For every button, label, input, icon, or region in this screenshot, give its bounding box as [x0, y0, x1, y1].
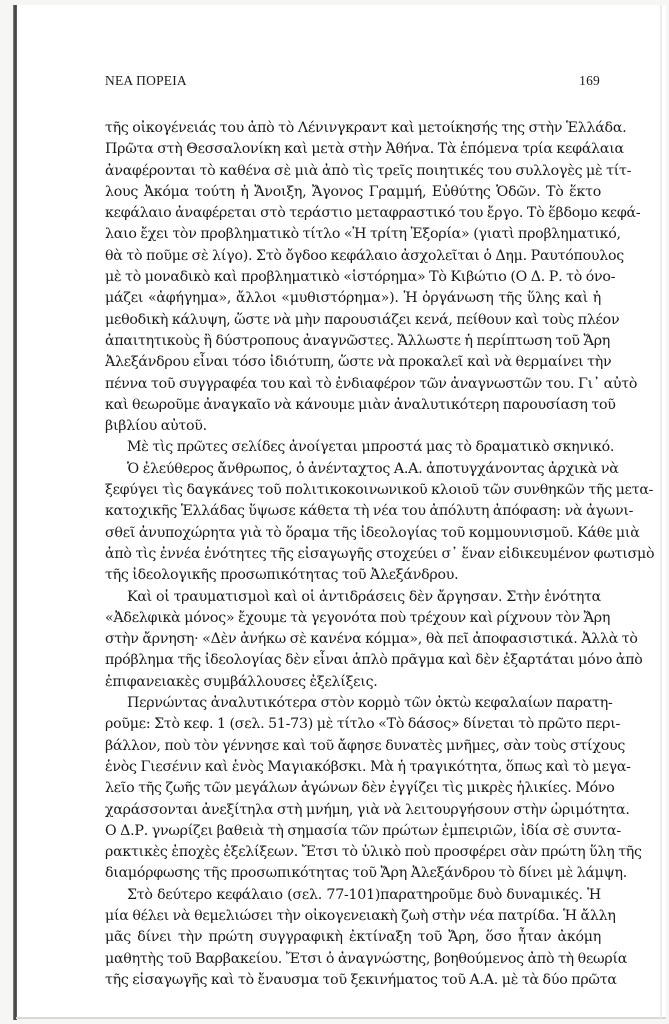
text-line: «Ἀδελφικὰ μόνος» ἔχουμε τὰ γεγονότα ποὺ τρέχουν καὶ ρίχνουν τὸν Ἄρη — [105, 609, 611, 626]
text-line: σθεῖ ἀνυποχώρητα γιὰ τὸ ὅραμα τῆς ἰδεολογίας τοῦ κομμουνισμοῦ. Κάθε μιὰ — [105, 524, 640, 541]
running-header — [105, 73, 600, 93]
body-text — [105, 118, 655, 991]
text-line: Στὸ δεύτερο κεφάλαιο (σελ. 77-101)παρατηροῦμε δυὸ δυναμικές. Ἡ — [127, 886, 601, 903]
text-line: Ὁ ἐλεύθερος ἄνθρωπος, ὁ ἀνένταχτος Α.Α. ἀποτυγχάνοντας ἀρχικὰ νὰ — [127, 460, 619, 477]
text-line: τῆς ἰδεολογικῆς προσωπικότητας τοῦ Ἀλεξάνδρου. — [105, 567, 459, 584]
text-line: Μὲ τὶς πρῶτες σελίδες ἀνοίγεται μπροστά μας τὸ δραματικὸ σκηνικό. — [127, 439, 615, 456]
text-line: Πρῶτα στὴ Θεσσαλονίκη καὶ μετὰ στὴν Ἀθήνα. Τὰ ἑπόμενα τρία κεφάλαια — [105, 141, 624, 158]
text-line: κατοχικῆς Ἑλλάδας ὕψωσε κάθετα τὴ νέα του ἀπόλυτη ἀπόφαση: νὰ ἀγωνι- — [105, 503, 634, 520]
text-line: χαράσσονται ἀνεξίτηλα στὴ μνήμη, γιὰ νὰ λειτουργήσουν στὴν ὡριμότητα. — [105, 801, 630, 818]
text-line: πρόβλημα τῆς ἰδεολογίας δὲν εἶναι ἁπλὸ πρᾶγμα καὶ δὲν ἐξαρτάται μόνο ἀπὸ — [105, 652, 643, 669]
text-line: Περνώντας ἀναλυτικότερα στὸν κορμὸ τῶν ὀκτὼ κεφαλαίων παρατη- — [127, 695, 613, 712]
text-line: μία θέλει νὰ θεμελιώσει τὴν οἰκογενειακὴ ζωὴ στὴν νέα πατρίδα. Ἡ ἄλλη — [105, 907, 616, 924]
running-title: ΝΕΑ ΠΟΡΕΙΑ — [105, 73, 187, 88]
text-line: βάλλον, ποὺ τὸν γέννησε καὶ τοῦ ἄφησε δυνατὲς μνῆμες, σὰν τοὺς στίχους — [105, 737, 626, 754]
text-line: καὶ θεωροῦμε ἀναγκαῖο νὰ κάνουμε μιὰν ἀναλυτικότερη παρουσίαση τοῦ — [105, 396, 616, 413]
text-line: Ἀλεξάνδρου εἶναι τόσο ἰδιότυπη, ὥστε νὰ προκαλεῖ καὶ νὰ θερμαίνει τὴν — [105, 354, 612, 371]
text-line: μαθητὴς τοῦ Βαρβακείου. Ἔτσι ὁ ἀναγνώστης, βοηθούμενος ἀπὸ τὴ θεωρία — [105, 950, 628, 967]
text-line: τῆς οἰκογένειάς του ἀπὸ τὸ Λένινγκραντ καὶ μετοίκησής της στὴν Ἑλλάδα. — [105, 120, 627, 136]
text-line: πέννα τοῦ συγγραφέα του καὶ τὸ ἐνδιαφέρον τῶν ἀναγνωστῶν του. Γι᾽ αὐτὸ — [105, 375, 638, 392]
text-line: Ο Δ.Ρ. γνωρίζει βαθειὰ τὴ σημασία τῶν πρώτων ἐμπειριῶν, ἰδία σὲ συντα- — [105, 822, 621, 839]
text-line: ρακτικὲς ἐποχὲς ἐξελίξεων. Ἔτσι τὸ ὑλικὸ ποὺ προσφέρει σὰν πρώτη ὕλη τῆς — [105, 844, 642, 861]
text-line: θὰ τὸ ποῦμε σὲ λίγο). Στὸ ὄγδοο κεφάλαιο ἀσχολεῖται ὁ Δημ. Ραυτόπουλος — [105, 247, 625, 264]
page-right-edge — [660, 5, 662, 1018]
text-line: μὲ τὸ μοναδικὸ καὶ προβληματικὸ «ἱστόρημα» Τὸ Κιβώτιο (Ο Δ. Ρ. τὸ όνο- — [105, 269, 616, 286]
text-line: τῆς εἰσαγωγῆς καὶ τὸ ἔναυσμα τοῦ ξεκινήματος τοῦ Α.Α. μὲ τὰ δύο πρῶτα — [105, 971, 617, 988]
text-line: βιβλίου αὐτοῦ. — [105, 418, 207, 435]
text-line: λους Ἀκόμα τούτη ἡ Ἄνοιξη, Ἄγονος Γραμμή, Εὐθύτης Ὁδῶν. Τὸ ἕκτο — [105, 183, 601, 200]
text-line: ἀναφέρονται τὸ καθένα σὲ μιὰ ἀπὸ τὶς τρεῖς ποιητικές του συλλογὲς μὲ τίτ- — [105, 162, 632, 179]
text-line: ἑνὸς Γιεσένιν καὶ ἑνὸς Μαγιακόβσκι. Μὰ ἡ τραγικότητα, ὅπως καὶ τὸ μεγα- — [105, 758, 631, 775]
text-line: μᾶς δίνει τὴν πρώτη συγγραφικὴ ἐκτίναξη τοῦ Ἄρη, ὅσο ἦταν ἀκόμη — [105, 929, 601, 946]
text-line: ἐπιφανειακὲς συμβάλλουσες ἐξελίξεις. — [105, 673, 378, 690]
page-number: 169 — [579, 73, 600, 88]
text-line: λαιο ἔχει τὸν προβληματικὸ τίτλο «Ἡ τρίτη Ἐξορία» (γιατὶ προβληματικό, — [105, 226, 621, 243]
text-line: μεθοδικὴ κάλυψη, ὥστε νὰ μὴν παρουσιάζει κενά, πείθουν καὶ τοὺς πλέον — [105, 311, 620, 328]
text-line: μάζει «ἀφήγημα», ἄλλοι «μυθιστόρημα»). Ἡ ὀργάνωση τῆς ὕλης καὶ ἡ — [105, 290, 601, 307]
text-line: διαμόρφωσης τῆς προσωπικότητας τοῦ Ἄρη Ἀλεξάνδρου τὸ δίνει μὲ λάμψη. — [105, 865, 628, 882]
text-line: λεῖο τῆς ζωῆς τῶν μεγάλων ἀγώνων δὲν ἐγγίζει τὶς μικρὲς ἡλικίες. Μόνο — [105, 780, 615, 797]
text-line: ξεφύγει τὶς δαγκάνες τοῦ πολιτικοκοινωνικοῦ κλοιοῦ τῶν συνθηκῶν τῆς μετα- — [105, 482, 654, 499]
text-line: στὴν ἄρνηση· «Δὲν ἀνήκω σὲ κανένα κόμμα», θὰ πεῖ ἀποφασιστικά. Ἀλλὰ τὸ — [105, 631, 638, 648]
text-line: ἀπὸ τὶς ἐννέα ἑνότητες τῆς εἰσαγωγῆς στοχεύει σ᾽ ἕναν εἰδικευμένον φωτισμὸ — [105, 545, 655, 562]
text-line: κεφάλαιο ἀναφέρεται στὸ τεράστιο μεταφραστικό του ἔργο. Τὸ ἕβδομο κεφά- — [105, 205, 641, 222]
text-line: ἀπαιτητικοὺς ἢ δύστροπους ἀναγνῶστες. Ἄλλωστε ἡ περίπτωση τοῦ Ἄρη — [105, 332, 611, 349]
text-line: Καὶ οἱ τραυματισμοὶ καὶ οἱ ἀντιδράσεις δὲν ἄργησαν. Στὴν ἑνότητα — [127, 588, 601, 605]
page-bottom-edge — [16, 1017, 666, 1019]
text-line: ροῦμε: Στὸ κεφ. 1 (σελ. 51-73) μὲ τίτλο «Τὸ δάσος» δίνεται τὸ πρῶτο περι- — [105, 716, 621, 733]
page-binding-edge — [13, 5, 17, 1020]
